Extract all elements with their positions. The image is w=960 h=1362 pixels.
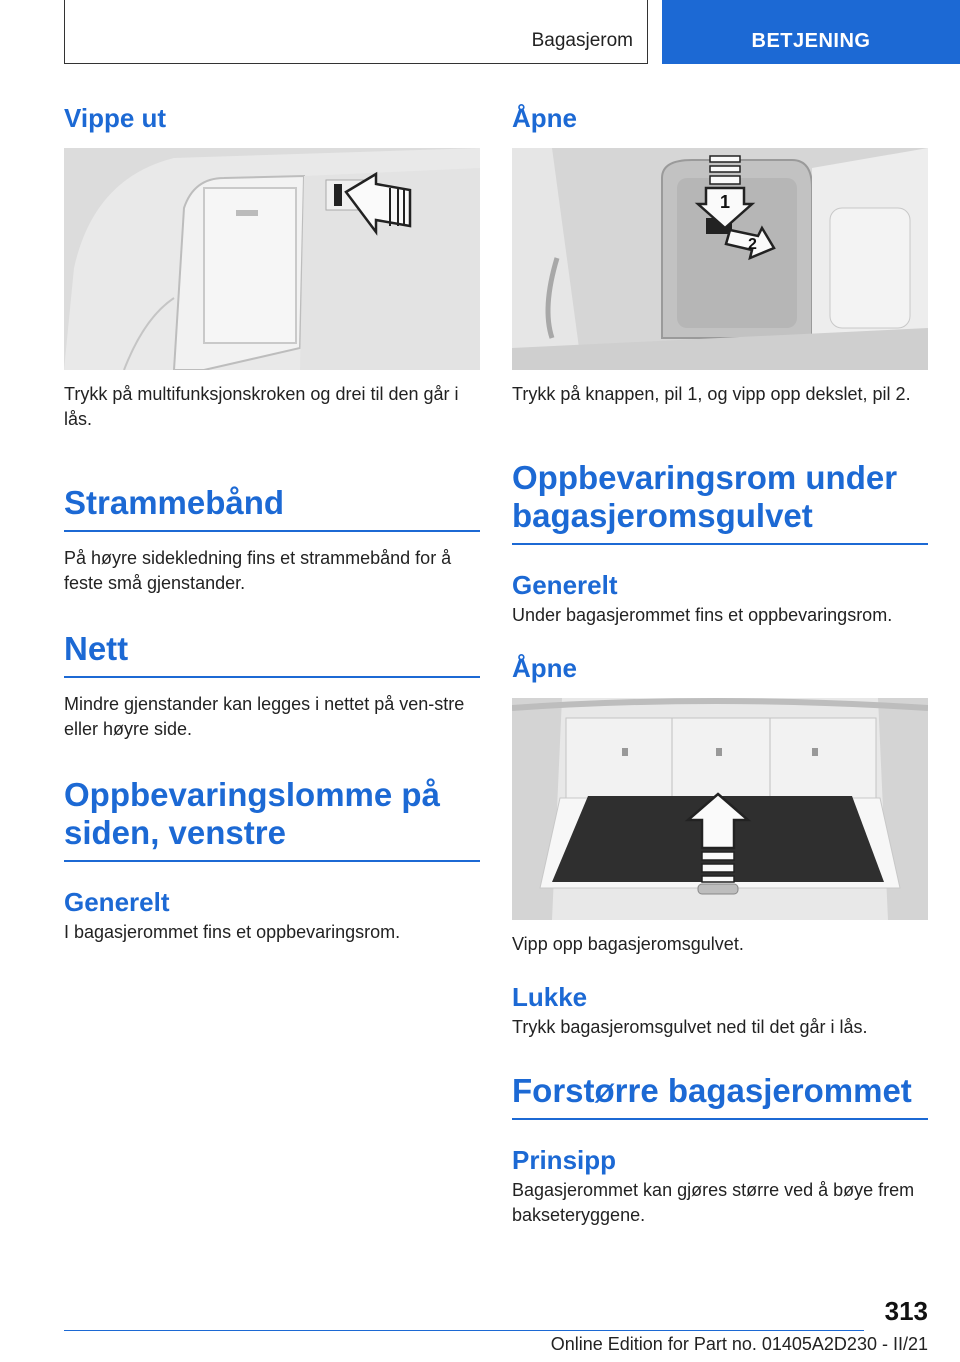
heading-lukke: Lukke [512,982,588,1012]
heading-oppbevaringslomme: Oppbevaringslomme på siden, venstre [64,776,480,862]
text-prinsipp: Bagasjerommet kan gjøres større ved å bøye frem bakseteryggene. [512,1180,915,1225]
heading-forstorre: Forstørre bagasjerommet [512,1072,928,1120]
heading-vippe-ut: Vippe ut [64,103,167,133]
right-column [512,100,928,1228]
chapter-title: BETJENING [751,30,871,52]
left-column [64,100,480,945]
chapter-tab [662,0,960,64]
subheading-generelt-left: Generelt [64,887,170,917]
heading-apne-2: Åpne [512,653,577,683]
subheading-generelt-right: Generelt [512,570,618,600]
section-title: Bagasjerom [531,30,633,51]
arrow-2-label: 2 [748,236,757,253]
caption-apne-1: Trykk på knappen, pil 1, og vipp opp dekslet, pil 2. [512,384,911,404]
heading-prinsipp: Prinsipp [512,1145,617,1175]
figure-side-compartment [512,148,928,370]
text-lukke: Trykk bagasjeromsgulvet ned til det går i lås. [512,1017,868,1037]
page-number: 313 [884,1296,928,1326]
text-strammeband: På høyre sidekledning fins et strammebånd for å feste små gjenstander. [64,548,452,593]
caption-vippe-ut: Trykk på multifunksjonskroken og drei til den går i lås. [64,384,459,429]
footer-rule [64,1330,864,1331]
arrow-1-label: 1 [720,192,731,212]
heading-apne-1: Åpne [512,103,577,133]
figure-luggage-floor [512,698,928,920]
text-nett: Mindre gjenstander kan legges i nettet på ven-stre eller høyre side. [64,694,465,739]
running-header [64,0,648,64]
text-generelt-right: Under bagasjerommet fins et oppbevaringsrom. [512,605,893,625]
heading-strammeband: Strammebånd [64,484,480,532]
text-oppbevaringslomme: I bagasjerommet fins et oppbevaringsrom. [64,922,401,942]
heading-nett: Nett [64,630,480,678]
figure-multifunction-hook [64,148,480,370]
caption-apne-2: Vipp opp bagasjeromsgulvet. [512,934,744,954]
footer-edition: Online Edition for Part no. 01405A2D230 - II/21 [550,1334,928,1354]
heading-oppbevaringsrom: Oppbevaringsrom under bagasjeromsgulvet [512,459,928,545]
